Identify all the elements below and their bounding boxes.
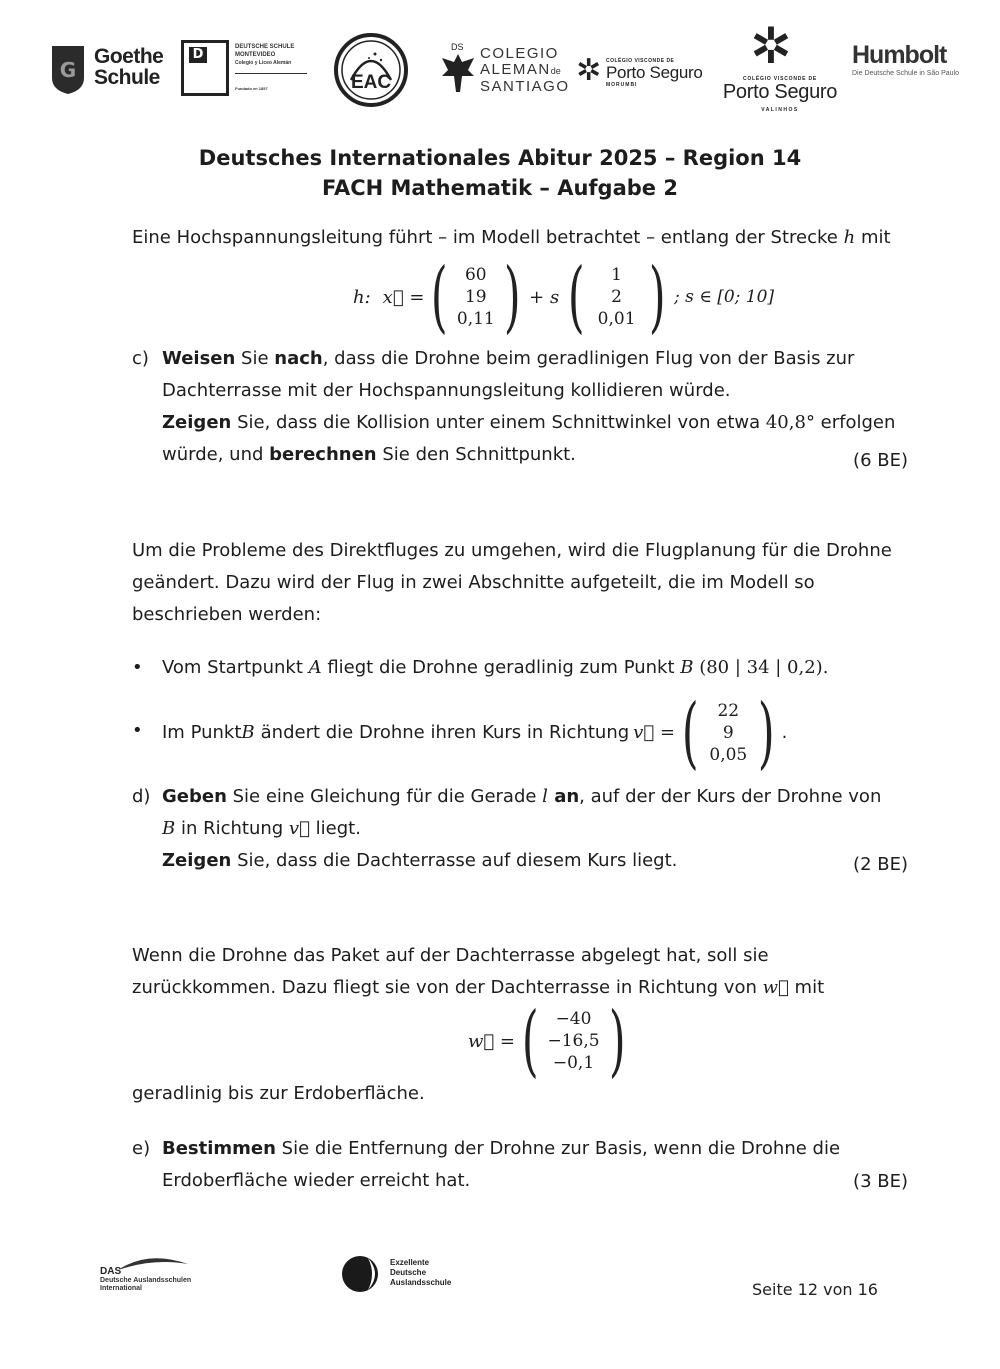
bullet-1: Vom Startpunkt A fliegt die Drohne geradlinig zum Punkt B (80 | 34 | 0,2). — [162, 657, 829, 678]
montevideo-line3: Colegio y Liceo Alemán — [235, 60, 292, 66]
logo-humboldt — [852, 40, 992, 90]
svg-text:G: G — [59, 58, 77, 82]
porto-star-icon: ✲ — [576, 53, 602, 88]
title-line1: Deutsches Internationales Abitur 2025 – Region 14 — [198, 146, 802, 170]
excellent-line2: Deutsche — [390, 1268, 427, 1277]
bullet-2: Im Punkt B ändert die Drohne ihren Kurs in Richtung v⃗ = ( 22 9 0,05 ) . — [162, 688, 788, 778]
eac-text: EAC — [350, 72, 392, 93]
vector-w: −40 −16,5 −0,1 — [547, 1009, 600, 1073]
eac-emblem-icon — [331, 32, 411, 108]
paragraph-return: Wenn die Drohne das Paket auf der Dachterrasse abgelegt hat, soll sie zurückkommen. Dazu fliegt sie von der Dachterrasse in Richtung von w⃗ mit — [132, 945, 825, 998]
logo-eac — [331, 32, 411, 108]
vector-v-label: v⃗ = — [633, 722, 675, 743]
santiago-ds: DS — [451, 42, 464, 52]
logo-goethe-schule — [50, 44, 170, 96]
task-e-label: e) — [132, 1138, 151, 1159]
page-title — [0, 143, 1000, 203]
task-c: Weisen Sie nach, dass die Drohne beim geradlinigen Flug von der Basis zur Dachterrasse mit der Hochspannungsleitung kollidieren würde. Zeigen Sie, dass die Kollision unter einem Schnittwinkel von etwa 40,8° erfolgen würde, und berechnen Sie den Schnittpunkt. — [162, 348, 896, 465]
morumbi-line1: COLÉGIO VISCONDE DE — [606, 58, 675, 64]
logo-excellent-school — [338, 1252, 478, 1296]
eq-h-domain: ; s ∈ [0; 10] — [673, 287, 775, 307]
das-line3: International — [100, 1285, 143, 1292]
excellent-school-icon — [338, 1252, 382, 1296]
montevideo-line2: MONTEVIDEO — [235, 52, 276, 58]
var-h: h — [843, 227, 856, 248]
task-d-points: (2 BE) — [853, 854, 908, 875]
montevideo-emblem: D — [181, 40, 229, 96]
task-e-points: (3 BE) — [853, 1171, 908, 1192]
valinhos-line3: VALINHOS — [761, 107, 799, 113]
morumbi-line3: MORUMBI — [606, 82, 638, 88]
eq-h-x: x⃗ = — [382, 286, 425, 308]
humboldt-name: Humbolt — [852, 41, 947, 69]
goethe-shield-icon — [50, 44, 86, 96]
goethe-line2: Schule — [94, 66, 160, 89]
eagle-icon — [440, 48, 476, 96]
santiago-line2: ALEMAN — [480, 61, 551, 78]
logo-ds-montevideo — [181, 40, 311, 98]
vector-h-support: 60 19 0,11 — [456, 265, 495, 329]
vector-w-label: w⃗ = — [468, 1030, 516, 1052]
task-d-label: d) — [132, 786, 151, 807]
bullet-dot-2: • — [132, 720, 143, 741]
task-c-label: c) — [132, 348, 149, 369]
valinhos-line1: COLÉGIO VISCONDE DE — [742, 76, 818, 82]
intro-text: Eine Hochspannungsleitung führt – im Modell betrachtet – entlang der Strecke h mit — [132, 227, 891, 248]
valinhos-line2: Porto Seguro — [722, 81, 838, 103]
paragraph-return-end: geradlinig bis zur Erdoberfläche. — [132, 1083, 425, 1104]
santiago-line1: COLEGIO — [480, 45, 559, 62]
task-c-points: (6 BE) — [853, 450, 908, 471]
logo-colegio-aleman-santiago — [440, 42, 570, 98]
logo-das — [100, 1256, 210, 1296]
logo-porto-seguro-valinhos — [720, 18, 840, 118]
paragraph-flight-plan: Um die Probleme des Direktfluges zu umgehen, wird die Flugplanung für die Drohne geändert. Dazu wird der Flug in zwei Abschnitte aufgeteilt, die im Modell so beschrieben werden: — [132, 540, 892, 625]
task-d: Geben Sie eine Gleichung für die Gerade l an, auf der der Kurs der Drohne von B in Richtung v⃗ liegt. Zeigen Sie, dass die Dachterrasse auf diesem Kurs liegt. — [162, 786, 882, 871]
eq-h-label: h: — [353, 286, 371, 308]
bullet-dot-1: • — [132, 657, 143, 678]
vector-h-direction: 1 2 0,01 — [597, 265, 636, 329]
task-e: Bestimmen Sie die Entfernung der Drohne zur Basis, wenn die Drohne die Erdoberfläche wieder erreicht hat. — [162, 1138, 841, 1191]
logo-porto-seguro-morumbi — [576, 54, 710, 94]
das-line1: DAS — [100, 1266, 122, 1277]
excellent-line3: Auslandsschule — [390, 1278, 452, 1287]
das-line2: Deutsche Auslandsschulen — [100, 1277, 192, 1284]
equation-w: w⃗ = ( −40 −16,5 −0,1 ) — [468, 996, 626, 1086]
porto-valinhos-star-icon: ✲ — [750, 17, 792, 75]
goethe-line1: Goethe — [94, 45, 164, 68]
santiago-de: de — [550, 66, 561, 76]
morumbi-line2: Porto Seguro — [606, 63, 703, 82]
eq-h-plus-s: + s — [529, 286, 560, 308]
excellent-line1: Exzellente — [390, 1258, 430, 1267]
santiago-line3: SANTIAGO — [480, 78, 570, 95]
vector-v: 22 9 0,05 — [709, 701, 748, 765]
page-number: Seite 12 von 16 — [752, 1280, 878, 1299]
title-line2: FACH Mathematik – Aufgabe 2 — [322, 176, 678, 200]
equation-h: h: x⃗ = ( 60 19 0,11 ) + s ( 1 2 0,01 ) ; s ∈ [0; 10] — [353, 252, 775, 342]
montevideo-line4: Fundado en 1857 — [235, 86, 268, 91]
humboldt-tagline: Die Deutsche Schule in São Paulo — [852, 70, 960, 77]
montevideo-line1: DEUTSCHE SCHULE — [235, 44, 295, 50]
